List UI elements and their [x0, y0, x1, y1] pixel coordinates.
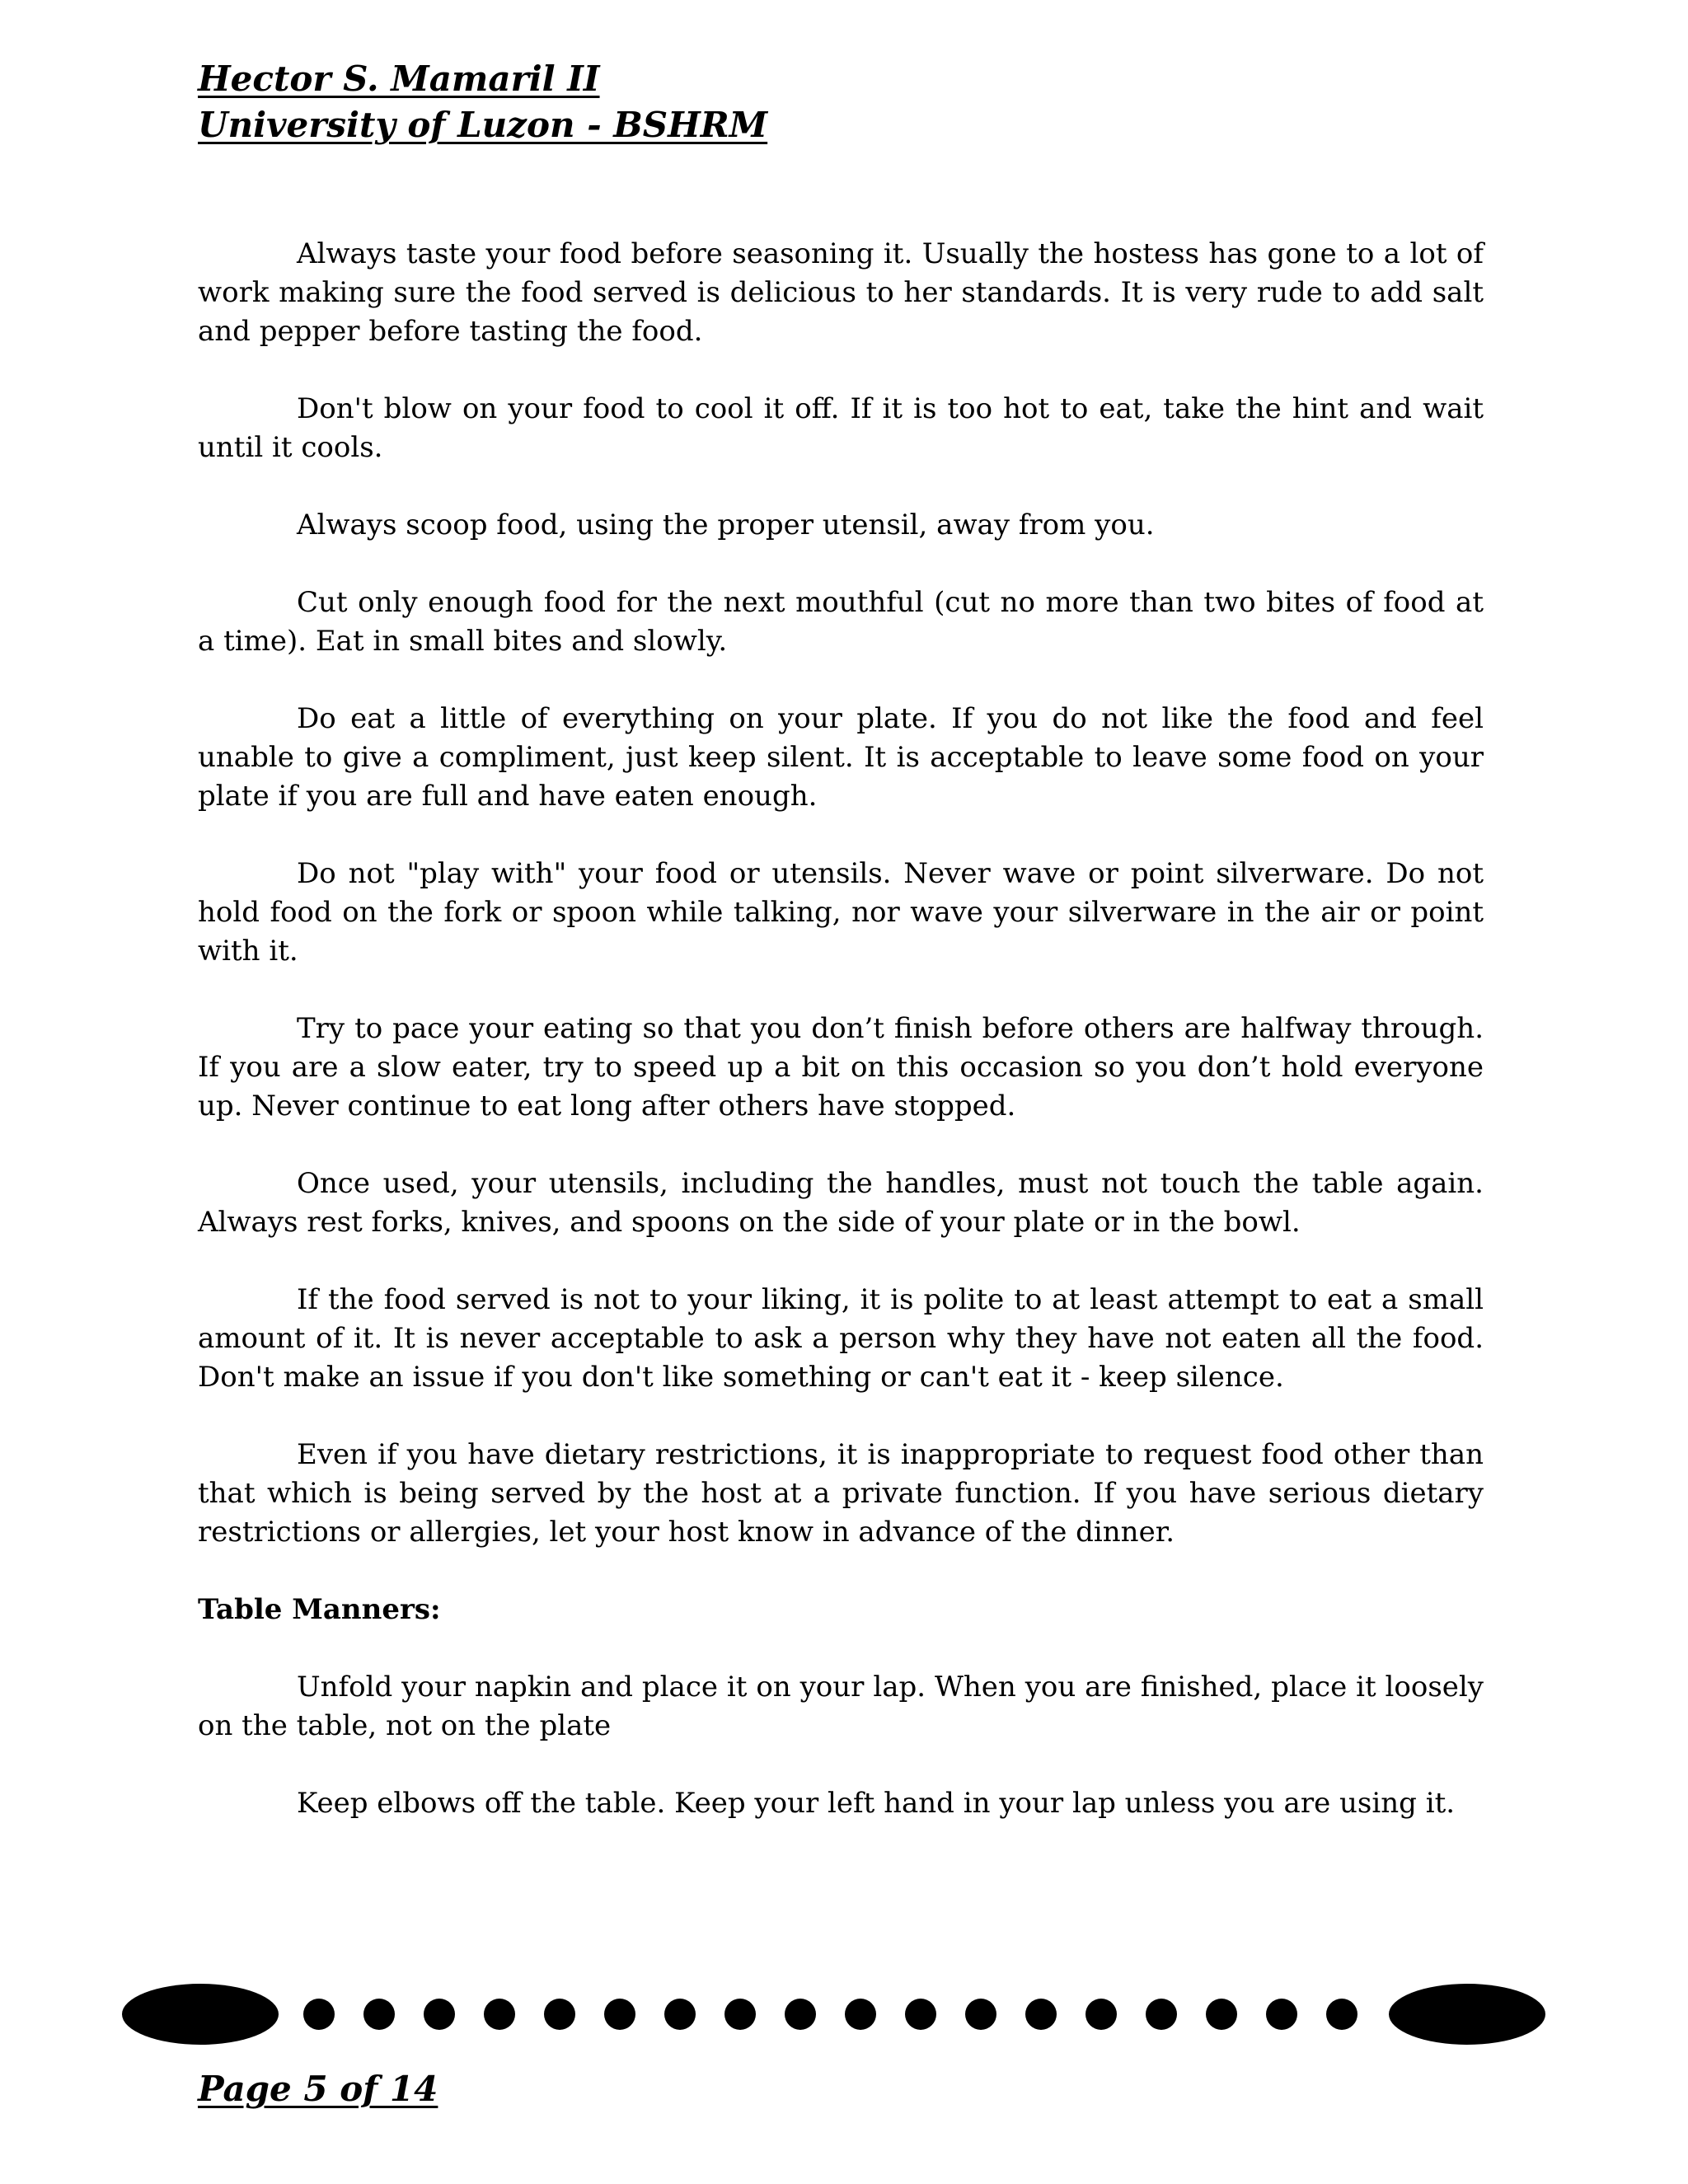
divider-dot [544, 1999, 575, 2030]
divider-dot [1266, 1999, 1297, 2030]
author-name: Hector S. Mamaril II [198, 59, 600, 99]
divider-dot [424, 1999, 455, 2030]
divider-dots [303, 1999, 1357, 2030]
paragraph-taste-food: Always taste your food before seasoning it. Usually the hostess has gone to a lot of work making sure the food served is delicious to her standards. It is very rude to add salt and pepper before tasting the food. [198, 237, 1484, 348]
paragraph-scoop-food: Always scoop food, using the proper utensil, away from you. [297, 509, 1155, 541]
institution-name: University of Luzon - BSHRM [198, 105, 768, 145]
divider-dot [785, 1999, 816, 2030]
divider-dot [363, 1999, 395, 2030]
section-heading-table-manners: Table Manners: [198, 1593, 441, 1626]
divider-dot [845, 1999, 876, 2030]
paragraph-cut-food: Cut only enough food for the next mouthful (cut no more than two bites of food at a time). Eat in small bites and slowly. [198, 586, 1484, 658]
document-body [198, 235, 1484, 1862]
divider-dot [1326, 1999, 1357, 2030]
divider-dot [1146, 1999, 1177, 2030]
paragraph-pace-eating: Try to pace your eating so that you don’t finish before others are halfway through. If you are a slow eater, try to speed up a bit on this occasion so you don’t hold everyone up. Never continue to eat long after others have stopped. [198, 1012, 1484, 1122]
paragraph-food-not-liked: If the food served is not to your liking, it is polite to at least attempt to eat a small amount of it. It is never acceptable to ask a person why they have not eaten all the food. Don't make an issue if you don't like something or can't eat it - keep silence. [198, 1283, 1484, 1394]
divider-dot [724, 1999, 756, 2030]
divider-left-oval [122, 1984, 279, 2045]
paragraph-elbows: Keep elbows off the table. Keep your left hand in your lap unless you are using it. [297, 1787, 1456, 1820]
divider-dot [484, 1999, 515, 2030]
divider-dot [965, 1999, 996, 2030]
page-header [198, 56, 767, 148]
paragraph-play-with-food: Do not "play with" your food or utensils. Never wave or point silverware. Do not hold food on the fork or spoon while talking, nor wave your silverware in the air or point with it. [198, 857, 1484, 968]
paragraph-dietary-restrictions: Even if you have dietary restrictions, it is inappropriate to request food other than that which is being served by the host at a private function. If you have serious dietary restrictions or allergies, let your host know in advance of the dinner. [198, 1438, 1484, 1549]
divider-dot [1025, 1999, 1057, 2030]
paragraph-eat-everything: Do eat a little of everything on your plate. If you do not like the food and feel unable to give a compliment, just keep silent. It is acceptable to leave some food on your plate if you are full and have eaten enough. [198, 702, 1484, 813]
paragraph-napkin: Unfold your napkin and place it on your lap. When you are finished, place it loosely on the table, not on the plate [198, 1671, 1484, 1742]
divider-dot [303, 1999, 335, 2030]
divider-right-oval [1389, 1984, 1545, 2045]
page-number: Page 5 of 14 [198, 2069, 438, 2109]
divider-dot [1085, 1999, 1117, 2030]
paragraph-blow-food: Don't blow on your food to cool it off. If it is too hot to eat, take the hint and wait until it cools. [198, 392, 1484, 464]
divider-dot [604, 1999, 635, 2030]
divider-dot [1206, 1999, 1237, 2030]
divider-dot [905, 1999, 936, 2030]
divider-dot [664, 1999, 696, 2030]
paragraph-utensils-rest: Once used, your utensils, including the handles, must not touch the table again. Always rest forks, knives, and spoons on the side of your plate or in the bowl. [198, 1167, 1484, 1239]
